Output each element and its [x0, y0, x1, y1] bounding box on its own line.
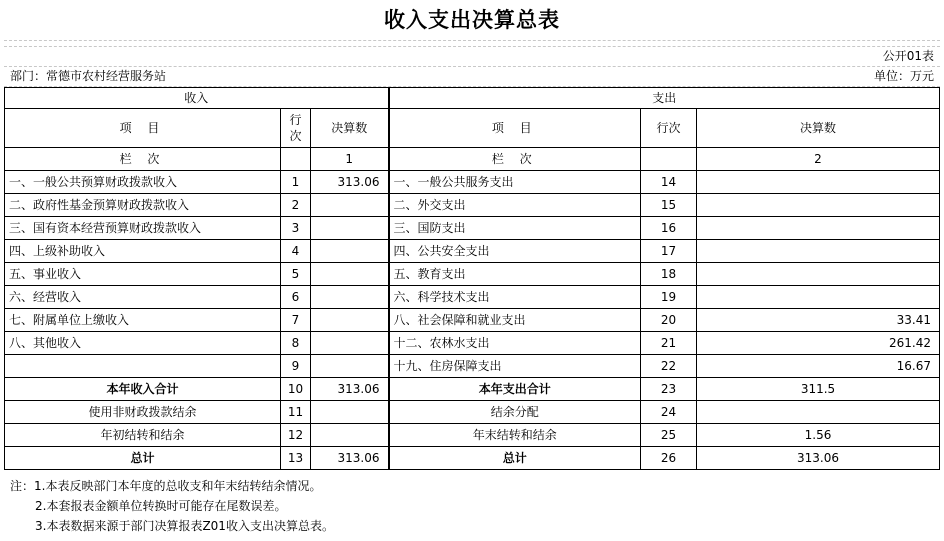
blank-row	[4, 40, 940, 47]
lan-income-label: 栏 次	[5, 148, 281, 171]
lan-income-index: 1	[311, 148, 389, 171]
expense-amount: 16.67	[697, 355, 940, 378]
note-3: 3.本表数据来源于部门决算报表Z01收入支出决算总表。	[35, 519, 334, 533]
table-row	[5, 263, 940, 286]
income-amount	[311, 217, 389, 240]
unit-label: 单位：万元	[873, 69, 934, 83]
table-row	[5, 332, 940, 355]
table-row	[5, 194, 940, 217]
expense-row-number: 19	[641, 286, 697, 309]
expense-total-row-number: 24	[641, 401, 697, 424]
expense-total-amount	[697, 401, 940, 424]
expense-item-label: 六、科学技术支出	[389, 286, 641, 309]
income-item-label: 八、其他收入	[5, 332, 281, 355]
income-amount	[311, 263, 389, 286]
income-amount	[311, 240, 389, 263]
income-total-label: 年初结转和结余	[5, 424, 281, 447]
expense-amount: 33.41	[697, 309, 940, 332]
income-item-label	[5, 355, 281, 378]
total-row	[5, 447, 940, 470]
income-total-row-number: 11	[281, 401, 311, 424]
note-1: 注：1.本表反映部门本年度的总收支和年末结转结余情况。	[10, 479, 322, 493]
expense-row-number: 20	[641, 309, 697, 332]
income-amount	[311, 286, 389, 309]
expense-amount	[697, 263, 940, 286]
form-code: 公开01表	[882, 49, 934, 63]
income-row-number: 2	[281, 194, 311, 217]
income-total-row-number: 12	[281, 424, 311, 447]
income-item-label: 二、政府性基金预算财政拨款收入	[5, 194, 281, 217]
income-item-label: 七、附属单位上缴收入	[5, 309, 281, 332]
total-row	[5, 424, 940, 447]
section-header-row	[5, 88, 940, 109]
expense-total-label: 总计	[389, 447, 641, 470]
header-income-rowno: 行次	[281, 109, 311, 148]
table-row	[5, 240, 940, 263]
income-row-number: 3	[281, 217, 311, 240]
income-total-label: 使用非财政拨款结余	[5, 401, 281, 424]
expense-item-label: 四、公共安全支出	[389, 240, 641, 263]
income-item-label: 一、一般公共预算财政拨款收入	[5, 171, 281, 194]
lan-row	[5, 148, 940, 171]
expense-row-number: 17	[641, 240, 697, 263]
income-amount	[311, 194, 389, 217]
income-item-label: 五、事业收入	[5, 263, 281, 286]
expense-total-label: 年末结转和结余	[389, 424, 641, 447]
header-expense-amount: 决算数	[697, 109, 940, 148]
expense-item-label: 二、外交支出	[389, 194, 641, 217]
table-row	[5, 355, 940, 378]
header-income-item: 项 目	[5, 109, 281, 148]
income-total-amount	[311, 424, 389, 447]
note-2: 2.本套报表金额单位转换时可能存在尾数误差。	[35, 499, 287, 513]
expense-row-number: 15	[641, 194, 697, 217]
expense-item-label: 十九、住房保障支出	[389, 355, 641, 378]
income-row-number: 1	[281, 171, 311, 194]
section-income: 收入	[5, 88, 389, 109]
expense-item-label: 三、国防支出	[389, 217, 641, 240]
income-total-row-number: 13	[281, 447, 311, 470]
expense-amount: 261.42	[697, 332, 940, 355]
income-row-number: 6	[281, 286, 311, 309]
header-expense-rowno: 行次	[641, 109, 697, 148]
income-expense-table	[4, 87, 940, 470]
section-expense: 支出	[389, 88, 940, 109]
income-row-number: 9	[281, 355, 311, 378]
expense-total-row-number: 25	[641, 424, 697, 447]
income-item-label: 四、上级补助收入	[5, 240, 281, 263]
expense-amount	[697, 240, 940, 263]
report-sheet	[4, 0, 940, 536]
income-row-number: 4	[281, 240, 311, 263]
expense-total-amount: 313.06	[697, 447, 940, 470]
expense-item-label: 五、教育支出	[389, 263, 641, 286]
column-header-row	[5, 109, 940, 148]
expense-total-amount: 311.5	[697, 378, 940, 401]
table-row	[5, 286, 940, 309]
income-amount	[311, 309, 389, 332]
income-row-number: 8	[281, 332, 311, 355]
expense-row-number: 18	[641, 263, 697, 286]
income-amount: 313.06	[311, 171, 389, 194]
expense-row-number: 16	[641, 217, 697, 240]
expense-item-label: 八、社会保障和就业支出	[389, 309, 641, 332]
department-row	[4, 67, 940, 87]
expense-total-amount: 1.56	[697, 424, 940, 447]
department-label: 部门：常德市农村经营服务站	[10, 69, 167, 83]
expense-total-label: 本年支出合计	[389, 378, 641, 401]
table-row	[5, 309, 940, 332]
expense-amount	[697, 194, 940, 217]
expense-total-row-number: 26	[641, 447, 697, 470]
expense-amount	[697, 286, 940, 309]
expense-item-label: 十二、农林水支出	[389, 332, 641, 355]
lan-income-rowno	[281, 148, 311, 171]
lan-expense-rowno	[641, 148, 697, 171]
expense-item-label: 一、一般公共服务支出	[389, 171, 641, 194]
header-income-amount: 决算数	[311, 109, 389, 148]
income-total-label: 本年收入合计	[5, 378, 281, 401]
report-title: 收入支出决算总表	[384, 7, 560, 32]
notes	[4, 476, 940, 536]
header-expense-item: 项 目	[389, 109, 641, 148]
income-amount	[311, 355, 389, 378]
income-total-amount: 313.06	[311, 447, 389, 470]
income-item-label: 六、经营收入	[5, 286, 281, 309]
total-row	[5, 401, 940, 424]
expense-row-number: 22	[641, 355, 697, 378]
income-row-number: 7	[281, 309, 311, 332]
income-total-amount	[311, 401, 389, 424]
expense-row-number: 21	[641, 332, 697, 355]
lan-expense-index: 2	[697, 148, 940, 171]
form-code-row	[4, 47, 940, 67]
table-row	[5, 217, 940, 240]
expense-row-number: 14	[641, 171, 697, 194]
total-row	[5, 378, 940, 401]
expense-amount	[697, 171, 940, 194]
income-total-label: 总计	[5, 447, 281, 470]
expense-total-row-number: 23	[641, 378, 697, 401]
lan-expense-label: 栏 次	[389, 148, 641, 171]
income-total-row-number: 10	[281, 378, 311, 401]
income-row-number: 5	[281, 263, 311, 286]
income-amount	[311, 332, 389, 355]
expense-total-label: 结余分配	[389, 401, 641, 424]
table-row	[5, 171, 940, 194]
income-total-amount: 313.06	[311, 378, 389, 401]
expense-amount	[697, 217, 940, 240]
income-item-label: 三、国有资本经营预算财政拨款收入	[5, 217, 281, 240]
